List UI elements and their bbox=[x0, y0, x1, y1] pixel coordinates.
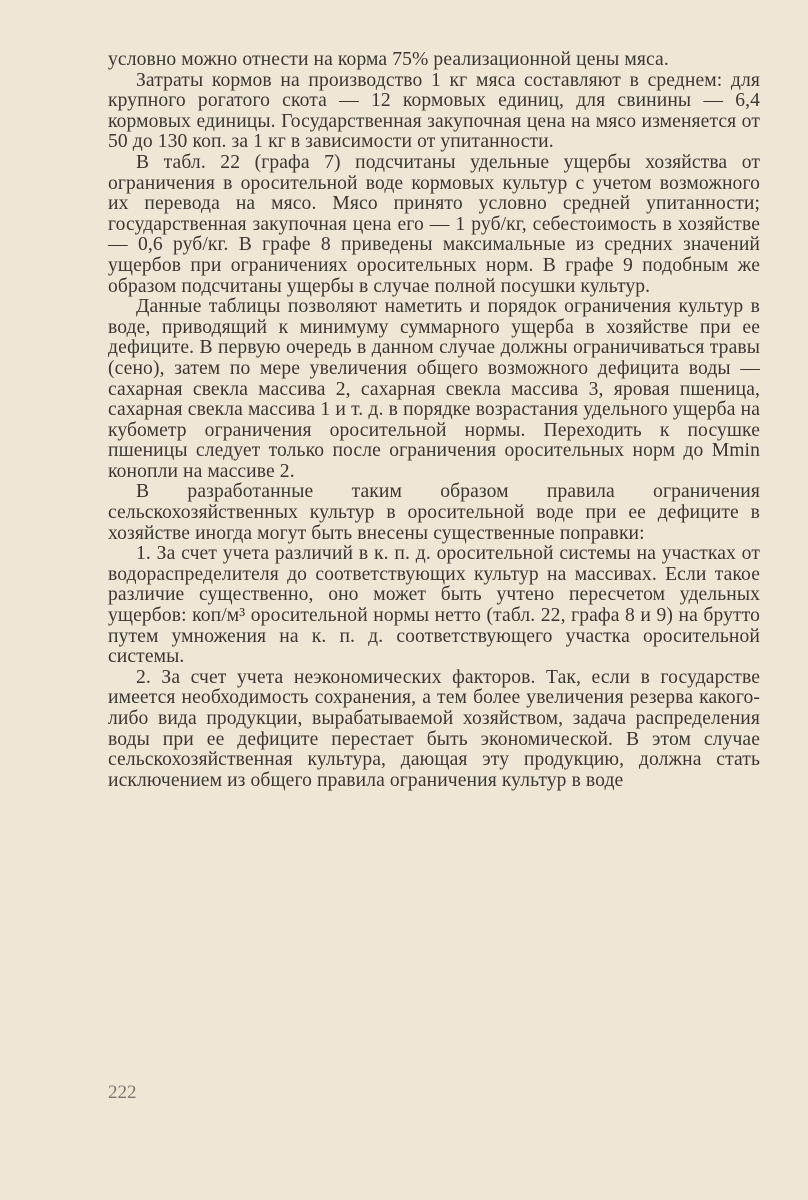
paragraph-1: условно можно отнести на корма 75% реализационной цены мяса. bbox=[108, 49, 669, 70]
paragraph-5: В разработанные таким образом правила ограничения сельскохозяйственных культур в оросительной воде при ее дефиците в хозяйстве иногда могут быть внесены существенные поправки: bbox=[108, 481, 760, 544]
page-number: 222 bbox=[108, 1082, 137, 1103]
paragraph-2: Затраты кормов на производство 1 кг мяса составляют в среднем: для крупного рогатого скота — 12 кормовых единиц, для свинины — 6,4 кормовых единицы. Государственная закупочная цена на мясо изменяется от 50 до 130 коп. за 1 кг в зависимости от упитанности. bbox=[108, 69, 760, 153]
paragraph-3: В табл. 22 (графа 7) подсчитаны удельные ущербы хозяйства от ограничения в оросительной воде кормовых культур с учетом возможного их перевода на мясо. Мясо принято условно средней упитанности; государственная закупочная цена его — 1 руб/кг, себестоимость в хозяйстве — 0,6 руб/кг. В графе 8 приведены максимальные из средних значений ущербов при ограничениях оросительных норм. В графе 9 подобным же образом подсчитаны ущербы в случае полной посушки культур. bbox=[108, 151, 760, 297]
paragraph-6: 1. За счет учета различий в к. п. д. оросительной системы на участках от водораспределителя до соответствующих культур на массивах. Если такое различие существенно, оно может быть учтено пересчетом удельных ущербов: коп/м³ оросительной нормы нетто (табл. 22, графа 8 и 9) на брутто путем умножения на к. п. д. соответствующего участка оросительной системы. bbox=[108, 543, 760, 668]
paragraph-7: 2. За счет учета неэкономических факторов. Так, если в государстве имеется необходимость сохранения, а тем более увеличения резерва какого-либо вида продукции, вырабатываемой хозяйством, задача распределения воды при ее дефиците перестает быть экономической. В этом случае сельскохозяйственная культура, дающая эту продукцию, должна стать исключением из общего правила ограничения культур в воде bbox=[108, 666, 760, 791]
body-text bbox=[108, 50, 760, 791]
paragraph-4: Данные таблицы позволяют наметить и порядок ограничения культур в воде, приводящий к минимуму суммарного ущерба в хозяйстве при ее дефиците. В первую очередь в данном случае должны ограничиваться травы (сено), затем по мере увеличения общего возможного дефицита воды — сахарная свекла массива 2, сахарная свекла массива 3, яровая пшеница, сахарная свекла массива 1 и т. д. в порядке возрастания удельного ущерба на кубометр ограничения оросительной нормы. Переходить к посушке пшеницы следует только после ограничения оросительных норм до Mmin конопли на массиве 2. bbox=[108, 296, 760, 482]
